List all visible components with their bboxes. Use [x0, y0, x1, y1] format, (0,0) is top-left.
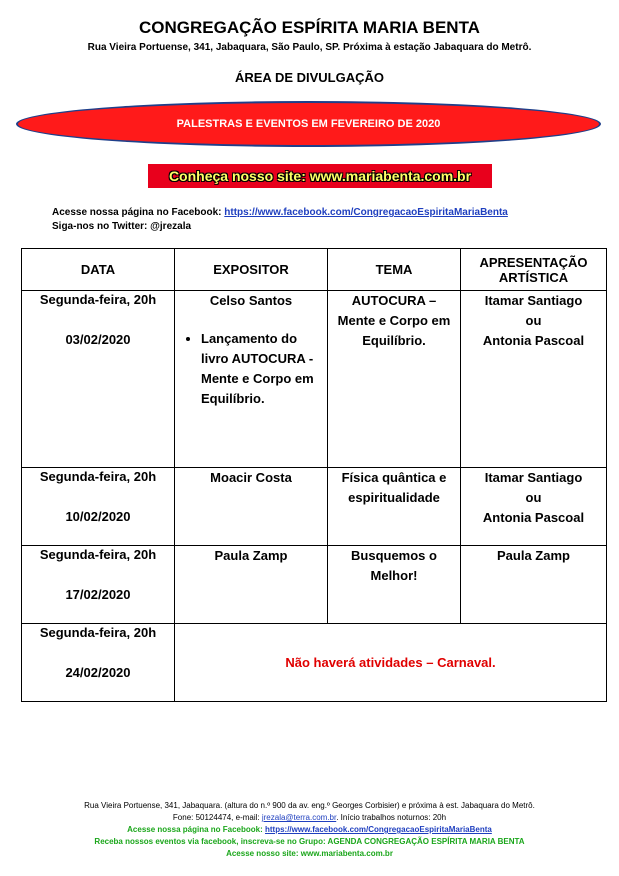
- site-banner[interactable]: [148, 164, 492, 188]
- schedule-table: [21, 248, 607, 702]
- theme: Física quântica e espiritualidade: [341, 470, 447, 505]
- date-cell: [22, 468, 175, 546]
- artist-cell: [461, 291, 607, 468]
- footer-email-link[interactable]: jrezala@terra.com.br: [261, 813, 337, 822]
- artist-2: Antonia Pascoal: [482, 510, 585, 525]
- footer-hours: . Início trabalhos noturnos: 20h: [336, 813, 447, 822]
- artist-1: Itamar Santiago: [484, 470, 583, 485]
- table-header-row: [22, 249, 607, 291]
- speaker-note: • Lançamento do livro AUTOCURA - Mente e Corpo em Equilíbrio.: [201, 329, 323, 409]
- header-address: Rua Vieira Portuense, 341, Jabaquara, São Paulo, SP. Próxima à estação Jabaquara do Metrô.: [87, 42, 532, 53]
- page-title: CONGREGAÇÃO ESPÍRITA MARIA BENTA: [139, 18, 480, 37]
- theme-cell: [328, 291, 461, 468]
- footer-contact: [0, 812, 619, 824]
- speaker: Paula Zamp: [214, 548, 288, 563]
- theme-cell: [328, 468, 461, 546]
- speaker-cell: [175, 468, 328, 546]
- weekday: Segunda-feira, 20h: [39, 547, 157, 562]
- speaker: Celso Santos: [209, 293, 293, 308]
- artist-cell: [461, 468, 607, 546]
- speaker-cell: [175, 546, 328, 624]
- artist-or: ou: [525, 490, 542, 505]
- speaker: Moacir Costa: [210, 470, 292, 485]
- footer-group: Receba nossos eventos via facebook, inscreva-se no Grupo: AGENDA CONGREGAÇÃO ESPÍRITA MARIA BENTA: [94, 837, 525, 846]
- table-row: [22, 546, 607, 624]
- facebook-link[interactable]: https://www.facebook.com/CongregacaoEspiritaMariaBenta: [224, 207, 508, 218]
- header-speaker: EXPOSITOR: [175, 249, 328, 291]
- weekday: Segunda-feira, 20h: [39, 469, 157, 484]
- footer-site: Acesse nosso site: www.mariabenta.com.br: [226, 849, 393, 858]
- header-artistic: APRESENTAÇÃO ARTÍSTICA: [461, 249, 607, 291]
- artist-cell: [461, 546, 607, 624]
- theme: AUTOCURA – Mente e Corpo em Equilíbrio.: [337, 293, 451, 348]
- theme: Busquemos o Melhor!: [351, 548, 437, 583]
- date: 24/02/2020: [65, 665, 131, 680]
- artist-2: Antonia Pascoal: [482, 333, 585, 348]
- date: 10/02/2020: [65, 509, 131, 524]
- speaker-cell: [175, 291, 328, 468]
- site-banner-text: Conheça nosso site: www.mariabenta.com.br: [168, 168, 472, 184]
- artist-1: Itamar Santiago: [484, 293, 583, 308]
- header-date: DATA: [22, 249, 175, 291]
- theme-cell: [328, 546, 461, 624]
- date: 17/02/2020: [65, 587, 131, 602]
- date: 03/02/2020: [65, 332, 131, 347]
- header-theme: TEMA: [328, 249, 461, 291]
- twitter-line: Siga-nos no Twitter: @jrezala: [52, 221, 192, 232]
- artist-or: ou: [525, 313, 542, 328]
- table-row: [22, 468, 607, 546]
- facebook-line: [52, 207, 508, 218]
- table-row: [22, 624, 607, 702]
- footer-address: Rua Vieira Portuense, 341, Jabaquara. (altura do n.º 900 da av. eng.º Georges Corbisier) e próxima à est. Jabaquara do Metrô.: [84, 801, 535, 810]
- area-title: ÁREA DE DIVULGAÇÃO: [234, 70, 385, 85]
- date-cell: [22, 546, 175, 624]
- footer: [0, 800, 619, 860]
- no-activity-notice: Não haverá atividades – Carnaval.: [175, 624, 607, 702]
- table-row: [22, 291, 607, 468]
- artist-1: Paula Zamp: [497, 548, 570, 563]
- date-cell: [22, 291, 175, 468]
- footer-facebook: [0, 824, 619, 836]
- events-banner: [16, 101, 601, 147]
- weekday: Segunda-feira, 20h: [39, 625, 157, 640]
- weekday: Segunda-feira, 20h: [39, 292, 157, 307]
- date-cell: [22, 624, 175, 702]
- footer-facebook-label: Acesse nossa página no Facebook:: [127, 825, 265, 834]
- events-banner-text: PALESTRAS E EVENTOS EM FEVEREIRO DE 2020: [176, 118, 441, 130]
- speaker-note-list: [179, 329, 323, 409]
- footer-phone: Fone: 50124474, e-mail:: [172, 813, 262, 822]
- facebook-label: Acesse nossa página no Facebook:: [52, 207, 225, 218]
- footer-facebook-link[interactable]: https://www.facebook.com/CongregacaoEspiritaMariaBenta: [264, 825, 492, 834]
